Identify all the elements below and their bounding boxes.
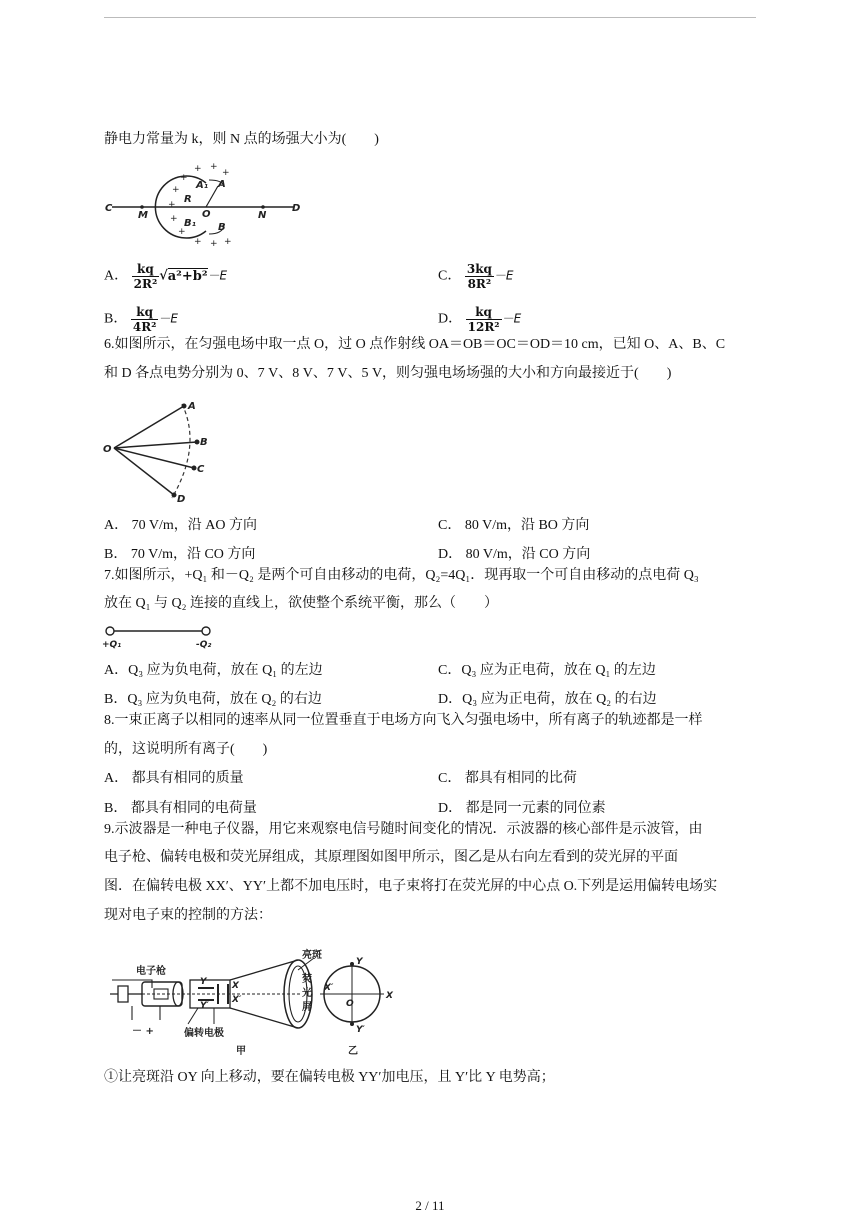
q6-option-d: D． 80 V/m，沿 CO 方向 bbox=[438, 547, 591, 562]
q5-stem: 静电力常量为 k，则 N 点的场强大小为( ) bbox=[104, 132, 379, 147]
label-O: O bbox=[202, 209, 211, 220]
label-screen-3: 屏 bbox=[302, 1002, 312, 1013]
svg-text:+: + bbox=[178, 227, 186, 237]
q7-option-b: B．Q₃ 应为负电荷，放在 Q₂ 的右边 bbox=[104, 692, 322, 707]
label-screen-2: 光 bbox=[302, 988, 312, 999]
label-spot: 亮斑 bbox=[302, 950, 322, 961]
svg-text:+: + bbox=[210, 162, 218, 172]
page-number: 2 / 11 bbox=[415, 1198, 445, 1213]
svg-text:+: + bbox=[170, 214, 178, 224]
q5-figure bbox=[104, 158, 314, 250]
label-O: O bbox=[346, 999, 354, 1009]
label-B: B bbox=[218, 222, 226, 233]
label-tube-X: X bbox=[232, 981, 239, 991]
svg-text:+: + bbox=[172, 185, 180, 195]
label-M: M bbox=[138, 210, 148, 221]
svg-text:+: + bbox=[168, 200, 176, 210]
svg-text:+: + bbox=[222, 168, 230, 178]
svg-text:+: + bbox=[194, 237, 202, 247]
label-tube-Xp: X′ bbox=[232, 995, 242, 1005]
q6-line-1: 6.如图所示，在匀强电场中取一点 O，过 O 点作射线 OA＝OB＝OC＝OD＝10 cm，已知 O、A、B、C bbox=[104, 337, 726, 352]
label-B: B bbox=[200, 437, 208, 448]
q7-line-1: 7.如图所示，+Q₁ 和－Q₂ 是两个可自由移动的电荷，Q₂=4Q₁．现再取一个可自由移动的点电荷 Q₃ bbox=[104, 568, 699, 583]
q7-line-2: 放在 Q₁ 与 Q₂ 连接的直线上，欲使整个系统平衡，那么（ ） bbox=[104, 596, 498, 611]
q5-option-b: B． $\frac{kq}{\text{4R²}}$ －E bbox=[104, 305, 179, 334]
svg-text:+: + bbox=[180, 173, 188, 183]
label-tube-Y: Y bbox=[200, 977, 207, 987]
label-yi: 乙 bbox=[348, 1046, 358, 1057]
q7-option-a: A．Q₃ 应为负电荷，放在 Q₁ 的左边 bbox=[104, 663, 323, 678]
q6-figure bbox=[102, 396, 212, 506]
q9-statement-1: ①让亮斑沿 OY 向上移动，要在偏转电极 YY′加电压，且 Y′比 Y 电势高； bbox=[104, 1070, 555, 1085]
label-q2: -Q₂ bbox=[196, 640, 212, 650]
q7-option-c: C．Q₃ 应为正电荷，放在 Q₁ 的左边 bbox=[438, 663, 656, 678]
label-Y: Y bbox=[356, 957, 363, 967]
label-q1: +Q₁ bbox=[102, 640, 122, 650]
q6-option-a: A． 70 V/m，沿 AO 方向 bbox=[104, 518, 257, 533]
label-O: O bbox=[103, 444, 112, 455]
label-electrode: 偏转电极 bbox=[184, 1028, 224, 1039]
q8-option-d: D． 都是同一元素的同位素 bbox=[438, 801, 606, 816]
q9-line-3: 图．在偏转电极 XX′、YY′上都不加电压时，电子束将打在荧光屏的中心点 O.下列是运用偏转电场实 bbox=[104, 879, 718, 894]
label-R: R bbox=[184, 194, 192, 205]
label-tube-Yp: Y′ bbox=[200, 1001, 209, 1011]
label-jia: 甲 bbox=[236, 1046, 246, 1057]
label-Xp: X′ bbox=[324, 983, 334, 993]
q6-option-b: B． 70 V/m，沿 CO 方向 bbox=[104, 547, 256, 562]
label-A: A bbox=[218, 179, 226, 190]
q7-option-d: D．Q₃ 应为正电荷，放在 Q₂ 的右边 bbox=[438, 692, 657, 707]
q6-option-c: C． 80 V/m，沿 BO 方向 bbox=[438, 518, 590, 533]
header-rule bbox=[104, 17, 756, 18]
label-A: A bbox=[188, 401, 196, 412]
label-X: X bbox=[386, 991, 393, 1001]
svg-text:+: + bbox=[224, 237, 232, 247]
q9-figure bbox=[102, 944, 402, 1062]
q8-option-b: B． 都具有相同的电荷量 bbox=[104, 801, 257, 816]
label-C: C bbox=[105, 203, 113, 214]
label-N: N bbox=[258, 210, 267, 221]
q5-option-a: A． $\frac{kq}{\text{2R²}}$ √a²+b²－E bbox=[104, 262, 228, 291]
q8-option-a: A． 都具有相同的质量 bbox=[104, 771, 244, 786]
q6-line-2: 和 D 各点电势分别为 0、7 V、8 V、7 V、5 V，则匀强电场场强的大小和方向最接近于( ) bbox=[104, 366, 672, 381]
q8-line-2: 的，这说明所有离子( ) bbox=[104, 742, 268, 757]
q9-line-4: 现对电子束的控制的方法： bbox=[104, 908, 272, 923]
svg-text:+: + bbox=[210, 239, 218, 249]
label-sign: － + bbox=[132, 1026, 154, 1037]
label-gun: 电子枪 bbox=[136, 966, 166, 977]
label-screen-1: 荧 bbox=[302, 974, 312, 985]
q9-line-2: 电子枪、偏转电极和荧光屏组成，其原理图如图甲所示，图乙是从右向左看到的荧光屏的平面 bbox=[104, 850, 678, 865]
label-Yp: Y′ bbox=[356, 1025, 365, 1035]
label-B1: B₁ bbox=[184, 218, 197, 229]
q9-line-1: 9.示波器是一种电子仪器，用它来观察电信号随时间变化的情况．示波器的核心部件是示波管，由 bbox=[104, 822, 703, 837]
label-D: D bbox=[177, 494, 186, 505]
q8-option-c: C． 都具有相同的比荷 bbox=[438, 771, 577, 786]
label-D: D bbox=[292, 203, 301, 214]
q8-line-1: 8.一束正离子以相同的速率从同一位置垂直于电场方向飞入匀强电场中，所有离子的轨迹都是一样 bbox=[104, 713, 703, 728]
q7-figure bbox=[102, 623, 222, 653]
label-A1: A₁ bbox=[196, 180, 209, 191]
label-C: C bbox=[197, 464, 205, 475]
svg-text:+: + bbox=[194, 164, 202, 174]
q5-option-d: D． $\frac{kq}{\text{12R²}}$ －E bbox=[438, 305, 522, 334]
q5-option-c: C． $\frac{3kq}{\text{8R²}}$ －E bbox=[438, 262, 514, 291]
